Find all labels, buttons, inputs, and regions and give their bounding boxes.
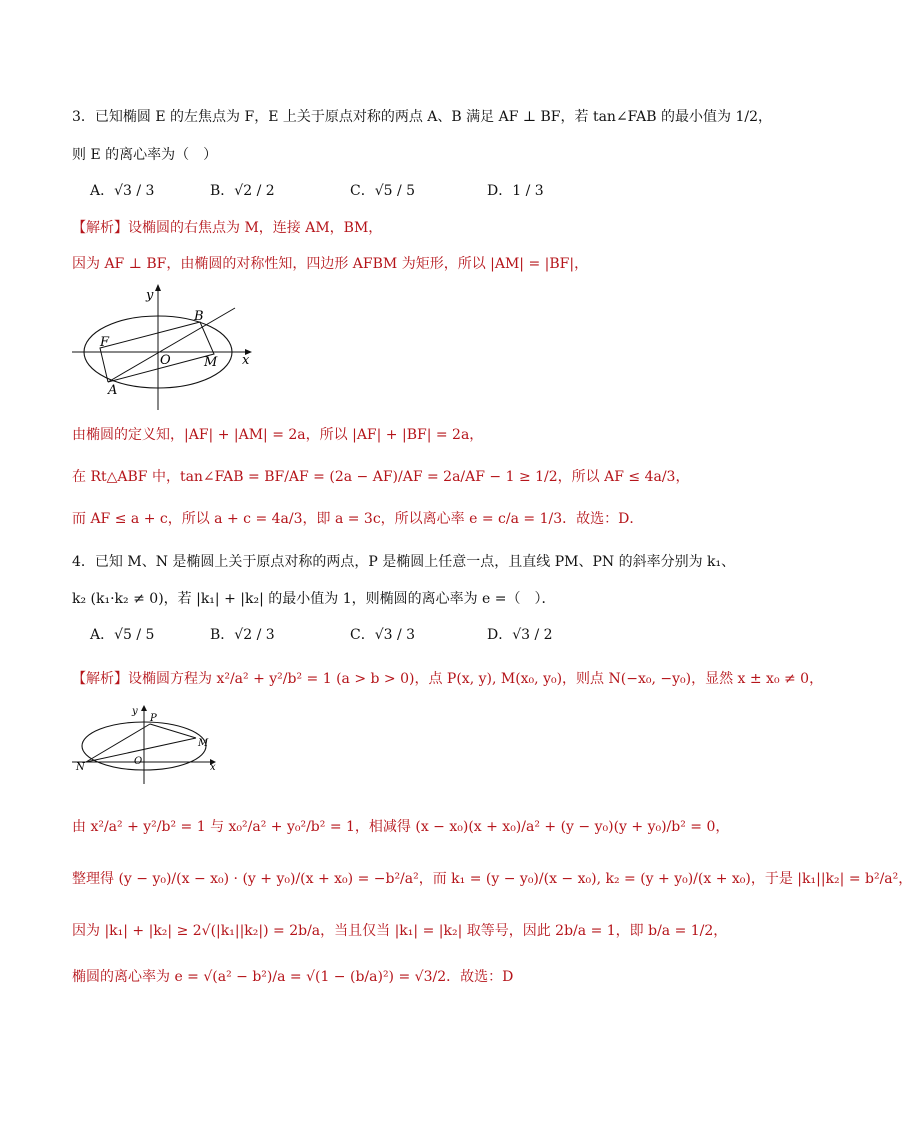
q3-analysis-tag: 【解析】 [72,220,128,236]
q3-option-d: D．1 / 3 [487,183,544,199]
q4-option-c: C．√3 / 3 [350,627,416,643]
q3-analysis-line2: 因为 AF ⊥ BF，由椭圆的对称性知，四边形 AFBM 为矩形，所以 |AM| = |BF|， [72,256,589,272]
q4-option-d: D．√3 / 2 [487,627,553,643]
q4-analysis-tag: 【解析】 [72,671,128,687]
q3-option-a: A．√3 / 3 [90,183,155,199]
q4-stem-line1: 4．已知 M、N 是椭圆上关于原点对称的两点，P 是椭圆上任意一点，且直线 PM、PN 的斜率分别为 k₁、 [72,554,736,570]
q4-analysis-line5: 椭圆的离心率为 e = √(a² − b²)/a = √(1 − (b/a)²) = √3/2．故选：D [72,969,514,985]
q3-option-b: B．√2 / 2 [210,183,275,199]
q4-option-b: B．√2 / 3 [210,627,275,643]
q3-label-x: x [242,353,250,368]
q4-y-axis-arrow [141,705,147,711]
q3-stem-line1: 3．已知椭圆 E 的左焦点为 F，E 上关于原点对称的两点 A、B 满足 AF ⊥ BF，若 tan∠FAB 的最小值为 1/2， [72,109,772,125]
q4-analysis-line1 [72,668,823,690]
q4-label-p: P [150,713,157,724]
q4-analysis-text1: 设椭圆方程为 x²/a² + y²/b² = 1 (a > b > 0)，点 P(x, y), M(x₀, y₀)，则点 N(−x₀, −y₀)，显然 x ± x₀ ≠ 0， [128,671,824,687]
q3-analysis-line3: 由椭圆的定义知，|AF| + |AM| = 2a，所以 |AF| + |BF| = 2a， [72,427,484,443]
q3-analysis-line4: 在 Rt△ABF 中，tan∠FAB = BF/AF = (2a − AF)/AF = 2a/AF − 1 ≥ 1/2，所以 AF ≤ 4a/3， [72,469,690,485]
q3-option-c: C．√5 / 5 [350,183,416,199]
q3-label-m: M [204,355,218,370]
q3-label-y: y [146,288,154,303]
q3-label-b: B [194,309,204,324]
q3-label-a: A [108,383,118,398]
q4-label-n: N [76,762,85,773]
q4-ellipse-figure [70,704,230,784]
q3-stem-line2: 则 E 的离心率为（ ） [72,147,218,163]
q4-label-x: x [210,762,216,773]
q4-label-y: y [132,706,138,717]
q4-analysis-line2: 由 x²/a² + y²/b² = 1 与 x₀²/a² + y₀²/b² = 1，相减得 (x − x₀)(x + x₀)/a² + (y − y₀)(y + y₀)/b² = 0， [72,819,730,835]
q4-label-m: M [198,738,209,749]
q4-stem-line2: k₂ (k₁·k₂ ≠ 0)，若 |k₁| + |k₂| 的最小值为 1，则椭圆的离心率为 e =（ ）． [72,591,556,607]
q3-ellipse-figure [70,282,270,412]
q4-label-o: O [134,756,143,767]
q4-line-pm [150,724,196,738]
q3-analysis-line5: 而 AF ≤ a + c，所以 a + c = 4a/3，即 a = 3c，所以离心率 e = c/a = 1/3．故选：D． [72,511,644,527]
q4-analysis-line3: 整理得 (y − y₀)/(x − x₀) · (y + y₀)/(x + x₀) = −b²/a²，而 k₁ = (y − y₀)/(x − x₀), k₂ = (y + y₀)/(x + x₀)，于是 |k₁||k₂| = b²/a²， [72,871,912,887]
q4-analysis-line4: 因为 |k₁| + |k₂| ≥ 2√(|k₁||k₂|) = 2b/a，当且仅当 |k₁| = |k₂| 取等号，因此 2b/a = 1，即 b/a = 1/2， [72,923,728,939]
q4-option-a: A．√5 / 5 [90,627,155,643]
q3-analysis-line1 [72,217,382,239]
q3-y-axis-arrow [155,284,161,291]
q3-label-f: F [100,335,110,350]
q3-analysis-text1: 设椭圆的右焦点为 M，连接 AM，BM， [128,220,383,236]
q3-label-o: O [160,353,171,368]
